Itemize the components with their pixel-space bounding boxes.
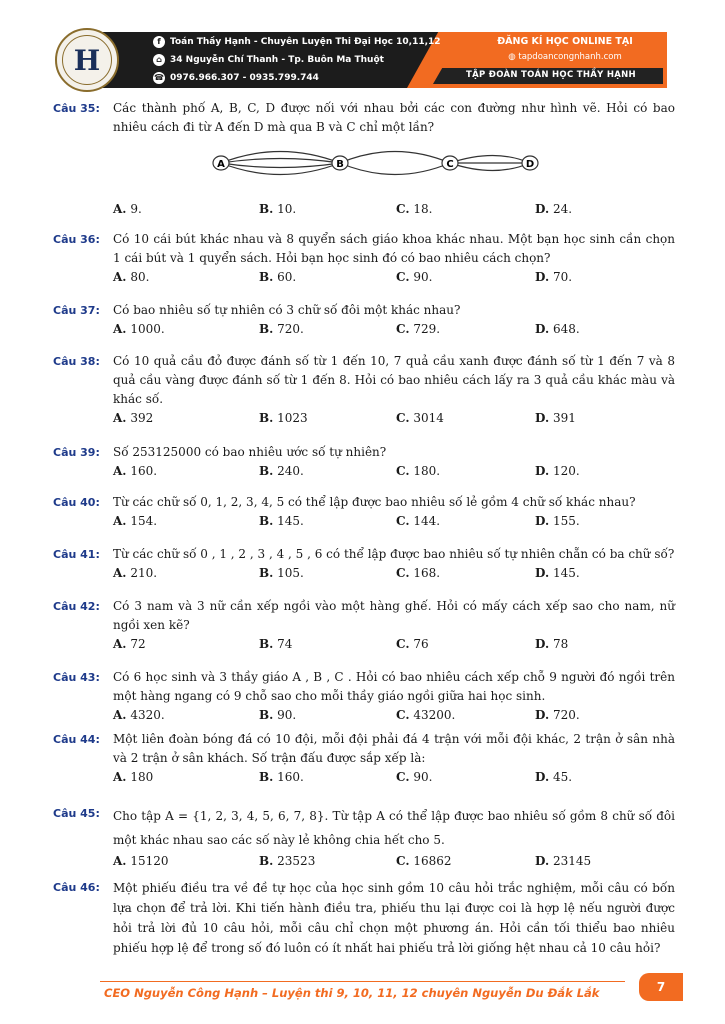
option-c[interactable]: C. 180.: [396, 464, 441, 478]
question-label: Câu 39:: [53, 446, 100, 459]
option-b[interactable]: B. 60.: [259, 270, 297, 284]
question-label: Câu 38:: [53, 355, 100, 368]
option-d[interactable]: D. 155.: [535, 514, 580, 528]
option-b[interactable]: B. 74: [259, 637, 293, 651]
option-c[interactable]: C. 144.: [396, 514, 441, 528]
question-label: Câu 43:: [53, 671, 100, 684]
options-row: [113, 635, 675, 654]
option-a[interactable]: A. 1000.: [113, 322, 165, 336]
question-41: [53, 545, 675, 583]
option-c[interactable]: C. 18.: [396, 202, 433, 216]
options-row: [113, 462, 675, 481]
facebook-icon: f: [153, 36, 165, 48]
question-35: [53, 99, 675, 137]
option-a[interactable]: A. 80.: [113, 270, 150, 284]
question-text: Cho tập A = {1, 2, 3, 4, 5, 6, 7, 8}. Từ tập A có thể lập được bao nhiêu số gồm 8 chữ số đôi một khác nhau sao các số này lẻ không chia hết cho 5.: [113, 809, 675, 847]
option-b[interactable]: B. 720.: [259, 322, 304, 336]
question-38: [53, 352, 675, 428]
website-text: tapdoancongnhanh.com: [518, 52, 622, 62]
option-d[interactable]: D. 23145: [535, 854, 592, 868]
options-row: [113, 409, 675, 428]
option-d[interactable]: D. 120.: [535, 464, 580, 478]
option-c[interactable]: C. 3014: [396, 411, 444, 425]
option-d[interactable]: D. 78: [535, 637, 569, 651]
option-a[interactable]: A. 15120: [113, 854, 169, 868]
option-b[interactable]: B. 90.: [259, 708, 297, 722]
option-b[interactable]: B. 240.: [259, 464, 304, 478]
options-row: [113, 564, 675, 583]
option-b[interactable]: B. 145.: [259, 514, 304, 528]
question-text: Từ các chữ số 0, 1, 2, 3, 4, 5 có thể lập được bao nhiêu số lẻ gồm 4 chữ số khác nhau?: [113, 495, 636, 509]
option-a[interactable]: A. 4320.: [113, 708, 165, 722]
option-d[interactable]: D. 720.: [535, 708, 580, 722]
option-d[interactable]: D. 648.: [535, 322, 580, 336]
question-36: [53, 230, 675, 287]
page-header: [55, 28, 667, 94]
road-bc-1: [340, 152, 450, 164]
question-44: [53, 730, 675, 787]
phone-icon: ☎: [154, 73, 164, 82]
logo-letter: H: [62, 35, 112, 85]
option-a[interactable]: A. 210.: [113, 566, 158, 580]
question-label: Câu 40:: [53, 496, 100, 509]
option-c[interactable]: C. 168.: [396, 566, 441, 580]
options-row: [113, 268, 675, 287]
home-icon: ⌂: [153, 54, 165, 66]
header-line-1: [153, 36, 441, 48]
header-facebook-text: Toán Thầy Hạnh - Chuyên Luyện Thi Đại Học 10,11,12: [170, 37, 441, 47]
question-label: Câu 45:: [53, 807, 100, 820]
header-address-text: 34 Nguyễn Chí Thanh - Tp. Buôn Ma Thuột: [170, 55, 384, 65]
question-35-options: [53, 200, 675, 219]
question-37: [53, 301, 675, 339]
option-b[interactable]: B. 105.: [259, 566, 304, 580]
group-title: TẬP ĐOÀN TOÁN HỌC THẦY HẠNH: [466, 70, 636, 80]
question-label: Câu 42:: [53, 600, 100, 613]
header-line-2: [153, 54, 384, 66]
footer-divider: [100, 981, 625, 982]
option-c[interactable]: C. 43200.: [396, 708, 456, 722]
option-d[interactable]: D. 391: [535, 411, 576, 425]
option-b[interactable]: B. 1023: [259, 411, 308, 425]
options-row: [113, 768, 675, 787]
options-row: [113, 200, 675, 219]
option-b[interactable]: B. 10.: [259, 202, 297, 216]
option-c[interactable]: C. 90.: [396, 270, 433, 284]
road-ab-2: [221, 159, 340, 164]
question-46: [53, 878, 675, 958]
node-a: [213, 156, 229, 170]
footer-text: CEO Nguyễn Công Hạnh – Luyện thi 9, 10, 11, 12 chuyên Nguyễn Du Đắk Lắk: [104, 986, 600, 1000]
node-c: [442, 156, 458, 170]
option-c[interactable]: C. 76: [396, 637, 429, 651]
question-text: Một liên đoàn bóng đá có 10 đội, mỗi đội phải đá 4 trận với mỗi đội khác, 2 trận ở sân nhà và 2 trận ở sân khách. Số trận đấu được sắp xếp là:: [113, 732, 675, 765]
node-d-label: D: [525, 159, 535, 170]
question-text: Có 3 nam và 3 nữ cần xếp ngồi vào một hàng ghế. Hỏi có mấy cách xếp sao cho nam, nữ ngồi xen kẽ?: [113, 599, 675, 632]
question-text: Có 6 học sinh và 3 thầy giáo A , B , C . Hỏi có bao nhiêu cách xếp chỗ 9 người đó ngồi trên một hàng ngang có 9 chỗ sao cho mỗi thầy giáo ngồi giữa hai học sinh.: [113, 670, 675, 703]
question-42: [53, 597, 675, 654]
option-a[interactable]: A. 392: [113, 411, 154, 425]
question-text: Một phiếu điều tra về đề tự học của học sinh gồm 10 câu hỏi trắc nghiệm, mỗi câu có bốn lựa chọn để trả lời. Khi tiến hành điều tra, phiếu thu lại được coi là hợp lệ nếu người được hỏi trả lời đủ 10 câu hỏi, mỗi câu chỉ chọn một phương án. Hỏi cần tối thiểu bao nhiêu phiếu hợp lệ để trong số đó luôn có ít nhất hai phiếu trả lời giống hệt nhau cả 10 câu hỏi?: [113, 881, 675, 955]
road-cd-1: [450, 156, 530, 164]
option-a[interactable]: A. 154.: [113, 514, 158, 528]
globe-icon: ◍: [508, 52, 519, 62]
question-40: [53, 493, 675, 531]
road-cd-3: [450, 163, 530, 171]
options-row: [113, 706, 675, 725]
option-a[interactable]: A. 160.: [113, 464, 158, 478]
header-line-3: [153, 72, 319, 84]
option-c[interactable]: C. 16862: [396, 854, 452, 868]
question-text: Các thành phố A, B, C, D được nối với nhau bởi các con đường như hình vẽ. Hỏi có bao nhiêu cách đi từ A đến D mà qua B và C chỉ một lần?: [113, 101, 675, 134]
option-c[interactable]: C. 729.: [396, 322, 441, 336]
option-a[interactable]: A. 180: [113, 770, 154, 784]
question-label: Câu 37:: [53, 304, 100, 317]
question-label: Câu 41:: [53, 548, 100, 561]
options-row: [113, 320, 675, 339]
option-a[interactable]: A. 9.: [113, 202, 142, 216]
register-text: ĐĂNG KÍ HỌC ONLINE TẠI: [497, 36, 633, 47]
question-text: Từ các chữ số 0 , 1 , 2 , 3 , 4 , 5 , 6 có thể lập được bao nhiêu số tự nhiên chẵn có ba chữ số?: [113, 547, 675, 561]
option-d[interactable]: D. 45.: [535, 770, 573, 784]
option-c[interactable]: C. 90.: [396, 770, 433, 784]
node-c-label: C: [446, 159, 454, 170]
node-b-label: B: [336, 159, 344, 170]
page-number: 7: [639, 973, 683, 1001]
question-label: Câu 36:: [53, 233, 100, 246]
question-label: Câu 46:: [53, 881, 100, 894]
logo: [55, 28, 119, 92]
question-label: Câu 44:: [53, 733, 100, 746]
node-a-label: A: [217, 159, 225, 170]
option-a[interactable]: A. 72: [113, 637, 146, 651]
question-text: Có 10 cái bút khác nhau và 8 quyển sách giáo khoa khác nhau. Một bạn học sinh cần chọn 1 cái bút và 1 quyển sách. Hỏi bạn học sinh đó có bao nhiêu cách chọn?: [113, 232, 675, 265]
question-39: [53, 443, 675, 481]
options-row: [113, 852, 675, 871]
question-43: [53, 668, 675, 725]
question-text: Có 10 quả cầu đỏ được đánh số từ 1 đến 10, 7 quả cầu xanh được đánh số từ 1 đến 7 và 8 quả cầu vàng được đánh số từ 1 đến 8. Hỏi có bao nhiêu cách lấy ra 3 quả cầu khác màu và khác số.: [113, 354, 675, 406]
options-row: [113, 512, 675, 531]
question-text: Số 253125000 có bao nhiêu ước số tự nhiên?: [113, 445, 387, 459]
node-d: [522, 156, 538, 170]
node-b: [332, 156, 348, 170]
website-link[interactable]: [475, 52, 655, 62]
option-b[interactable]: B. 160.: [259, 770, 304, 784]
route-diagram: [205, 146, 545, 180]
header-phone-text: 0976.966.307 - 0935.799.744: [170, 73, 319, 83]
question-label: Câu 35:: [53, 102, 100, 115]
option-d[interactable]: D. 145.: [535, 566, 580, 580]
road-ab-3: [221, 163, 340, 168]
road-bc-2: [340, 163, 450, 175]
question-45: [53, 804, 675, 871]
option-b[interactable]: B. 23523: [259, 854, 316, 868]
option-d[interactable]: D. 24.: [535, 202, 573, 216]
option-d[interactable]: D. 70.: [535, 270, 573, 284]
question-text: Có bao nhiêu số tự nhiên có 3 chữ số đôi một khác nhau?: [113, 303, 461, 317]
